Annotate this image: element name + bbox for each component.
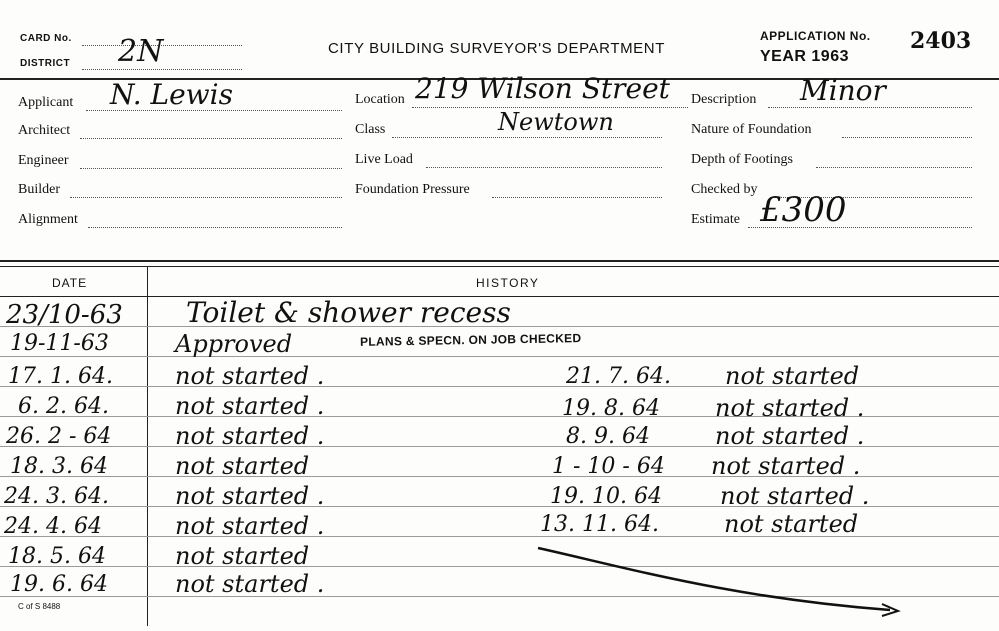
history-date: 26. 2 - 64: [6, 424, 112, 449]
history-date: 18. 5. 64: [8, 544, 106, 569]
class-label: Class: [355, 122, 386, 137]
history-text: not started .: [720, 482, 870, 510]
architect-label: Architect: [18, 123, 71, 138]
date-header: DATE: [52, 276, 88, 290]
location-value: 219 Wilson Street: [415, 72, 670, 105]
history-date: 19. 10. 64: [550, 484, 662, 509]
history-date: 6. 2. 64.: [18, 394, 109, 419]
alignment-line: [88, 227, 342, 228]
history-text: Approved: [175, 330, 293, 358]
application-number: 2403: [910, 28, 972, 54]
history-top-rule-2: [0, 266, 999, 267]
history-date: 1 - 10 - 64: [552, 454, 665, 479]
district-label: DISTRICT: [20, 58, 71, 69]
history-date: 23/10-63: [6, 300, 123, 330]
history-text: not started .: [715, 422, 865, 450]
history-date: 21. 7. 64.: [566, 364, 671, 389]
card-no-label: CARD No.: [20, 33, 72, 44]
engineer-line: [80, 168, 342, 169]
history-header: HISTORY: [476, 276, 540, 290]
applicant-label: Applicant: [18, 95, 74, 110]
history-text: not started: [725, 362, 860, 390]
history-text: not started .: [175, 362, 325, 390]
depth-line: [816, 167, 972, 168]
live-load-line: [426, 167, 662, 168]
continuation-stroke: [530, 540, 910, 620]
history-text: not started .: [711, 452, 861, 480]
history-text: not started .: [175, 392, 325, 420]
history-text: not started: [724, 510, 859, 538]
architect-line: [80, 138, 342, 139]
form-code: C of S 8488: [18, 602, 61, 611]
builder-line: [70, 197, 342, 198]
live-load-label: Live Load: [355, 152, 413, 167]
history-date: 8. 9. 64: [566, 424, 650, 449]
location-label: Location: [355, 92, 405, 107]
district-line: [82, 69, 242, 70]
foundation-pressure-line: [492, 197, 662, 198]
applicant-value: N. Lewis: [110, 78, 233, 111]
row-rule: [0, 356, 999, 357]
history-text: Toilet & shower recess: [186, 296, 511, 329]
inspection-stamp: PLANS & SPECN. ON JOB CHECKED: [359, 331, 582, 349]
history-date: 24. 3. 64.: [4, 484, 109, 509]
class-value: Newtown: [498, 108, 614, 136]
history-date: 19. 6. 64: [10, 572, 108, 597]
checked-label: Checked by: [691, 182, 758, 197]
history-text: not started .: [715, 394, 865, 422]
description-value: Minor: [800, 74, 886, 107]
history-text: not started: [175, 542, 310, 570]
history-text: not started .: [175, 512, 325, 540]
application-label: APPLICATION No.: [760, 29, 871, 43]
estimate-label: Estimate: [691, 212, 740, 227]
history-date: 24. 4. 64: [4, 514, 102, 539]
history-text: not started .: [175, 482, 325, 510]
description-label: Description: [691, 92, 757, 107]
history-text: not started .: [175, 422, 325, 450]
nature-line: [842, 137, 972, 138]
history-date: 19-11-63: [10, 331, 109, 356]
card-value: 2N: [118, 34, 164, 69]
description-line: [768, 107, 972, 108]
alignment-label: Alignment: [18, 212, 78, 227]
history-top-rule: [0, 260, 999, 262]
department-title: CITY BUILDING SURVEYOR'S DEPARTMENT: [328, 40, 665, 57]
history-date: 17. 1. 64.: [8, 364, 113, 389]
year-label: YEAR 1963: [760, 48, 849, 65]
depth-label: Depth of Footings: [691, 152, 793, 167]
foundation-pressure-label: Foundation Pressure: [355, 182, 470, 197]
history-date: 19. 8. 64: [562, 396, 660, 421]
builder-label: Builder: [18, 182, 60, 197]
estimate-value: £300: [760, 190, 847, 230]
history-date: 13. 11. 64.: [540, 512, 659, 537]
history-text: not started .: [175, 570, 325, 598]
nature-label: Nature of Foundation: [691, 122, 812, 137]
history-date: 18. 3. 64: [10, 454, 108, 479]
class-line: [392, 137, 662, 138]
engineer-label: Engineer: [18, 153, 69, 168]
history-text: not started: [175, 452, 310, 480]
